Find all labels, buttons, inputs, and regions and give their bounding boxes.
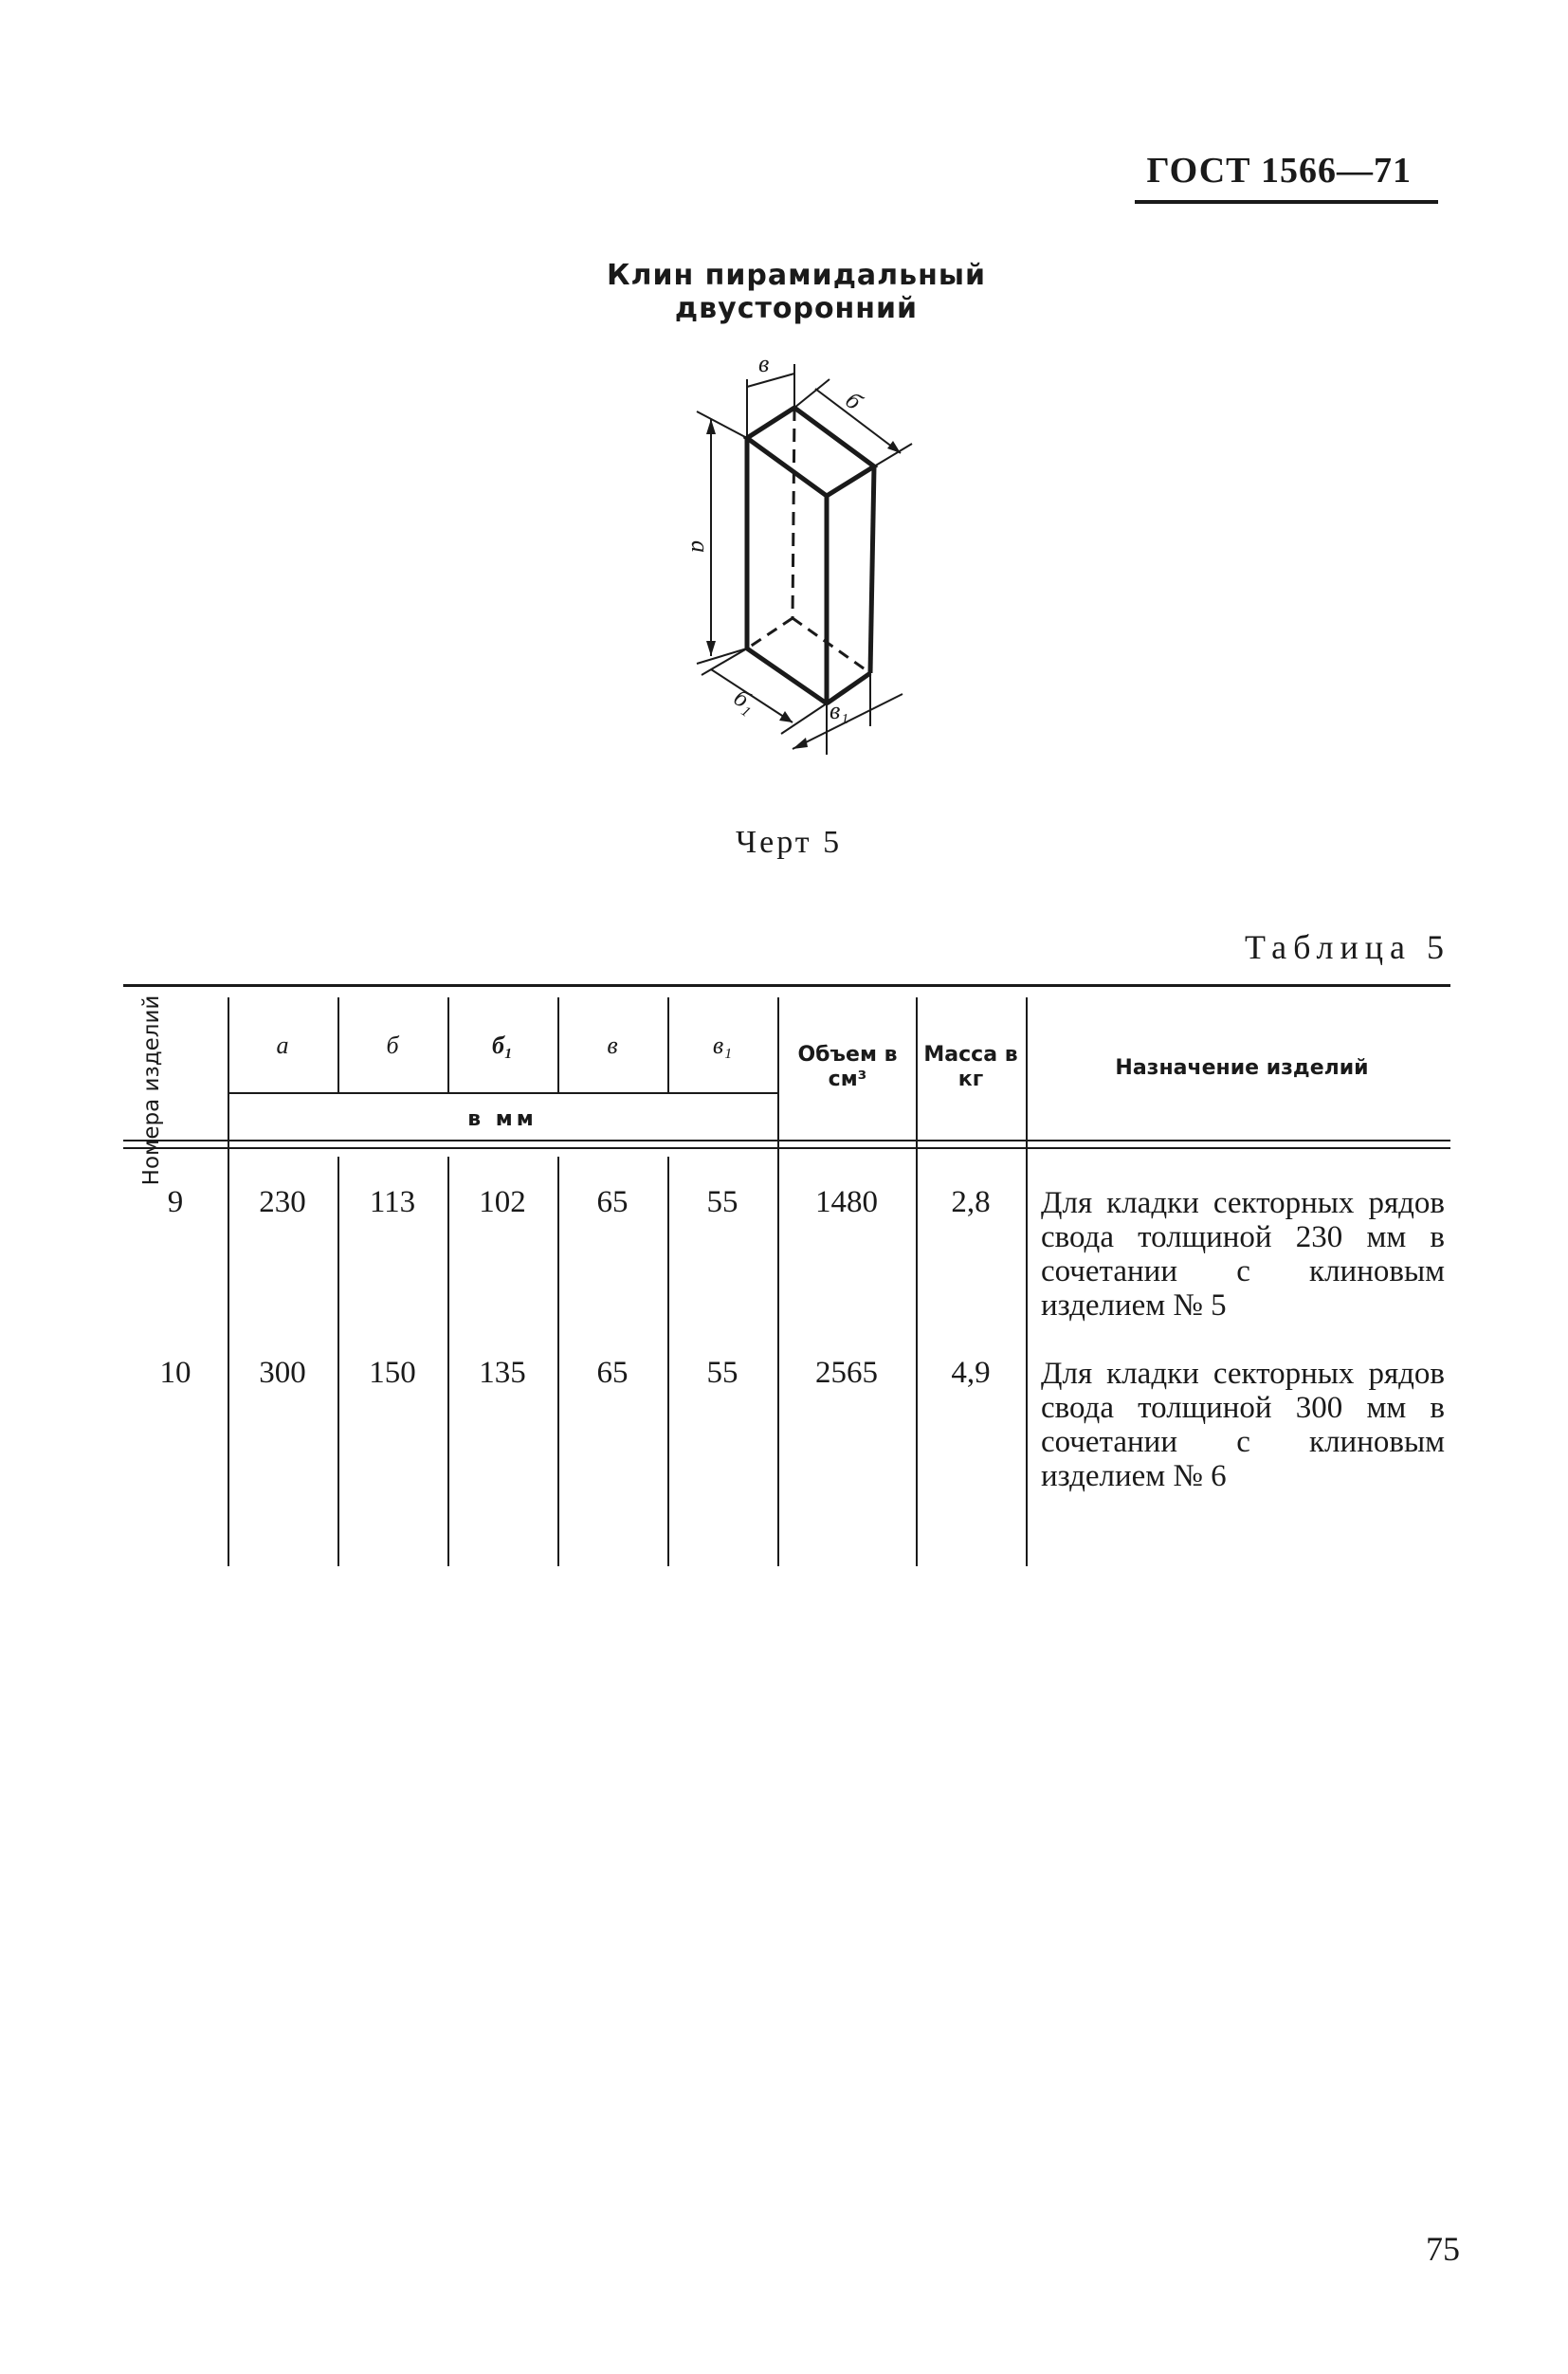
header-b1: б₁ xyxy=(491,1032,514,1059)
header-rule xyxy=(1135,200,1438,204)
row-v: 65 xyxy=(596,1185,629,1219)
row-v1: 55 xyxy=(706,1356,738,1390)
products-table xyxy=(123,984,1450,1572)
row-v1: 55 xyxy=(706,1185,738,1219)
row-volume: 2565 xyxy=(815,1356,878,1390)
section-title: Клин пирамидальный двусторонний xyxy=(607,259,986,325)
row-a: 230 xyxy=(259,1185,306,1219)
mm-group-rule xyxy=(228,1092,777,1094)
dim-label-v1: в₁ xyxy=(830,697,849,724)
table-title: Таблица 5 xyxy=(1245,928,1450,966)
dim-label-b1: б₁ xyxy=(728,683,762,719)
row-b: 150 xyxy=(369,1356,416,1390)
standard-header xyxy=(1146,150,1412,192)
row-purpose: Для кладки секторных рядов свода толщиной 300 мм в сочетании с клиновым изделием № 6 xyxy=(1041,1357,1445,1493)
row-a: 300 xyxy=(259,1356,306,1390)
header-b: б xyxy=(386,1032,399,1059)
header-v: в xyxy=(607,1032,618,1059)
standard-number: ГОСТ 1566—71 xyxy=(1146,151,1412,191)
dim-label-a: а xyxy=(686,540,714,553)
drawing-caption: Черт 5 xyxy=(736,825,843,860)
header-bottom-rule-double xyxy=(123,1147,1450,1149)
header-bottom-rule xyxy=(123,1140,1450,1141)
row-v: 65 xyxy=(596,1356,629,1390)
header-mass: Масса в кг xyxy=(923,1043,1018,1091)
header-purpose: Назначение изделий xyxy=(1115,1056,1369,1080)
header-a: а xyxy=(276,1032,289,1059)
dim-label-b: б xyxy=(840,386,867,416)
table-top-rule xyxy=(123,984,1450,987)
row-number: 9 xyxy=(167,1185,184,1219)
header-unit-mm: в мм xyxy=(467,1107,538,1131)
header-number: Номера изделий xyxy=(139,995,164,1186)
header-v1: в₁ xyxy=(712,1032,733,1059)
row-number: 10 xyxy=(159,1356,191,1390)
row-volume: 1480 xyxy=(815,1185,878,1219)
header-volume: Объем в см³ xyxy=(797,1043,898,1091)
row-b1: 135 xyxy=(479,1356,526,1390)
row-b: 113 xyxy=(369,1185,416,1219)
page-number: 75 xyxy=(1426,2230,1460,2268)
row-b1: 102 xyxy=(479,1185,526,1219)
wedge-drawing xyxy=(664,351,929,777)
dim-label-v: в xyxy=(758,351,770,377)
row-mass: 2,8 xyxy=(951,1185,991,1219)
row-purpose: Для кладки секторных рядов свода толщиной 230 мм в сочетании с клиновым изделием № 5 xyxy=(1041,1186,1445,1323)
row-mass: 4,9 xyxy=(951,1356,991,1390)
